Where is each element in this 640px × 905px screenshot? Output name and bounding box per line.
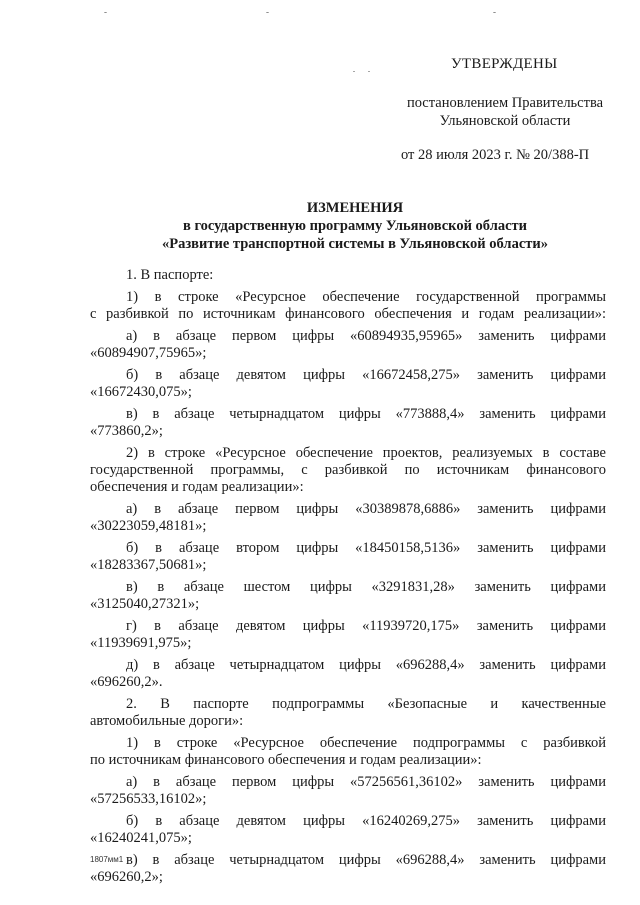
body-line: «30223059,48181»; (90, 518, 207, 534)
title-line-1: ИЗМЕНЕНИЯ (306, 200, 404, 216)
body-line: в) в абзаце четырнадцатом цифры «773888,4» заменить цифрами (126, 406, 606, 422)
body-line: «773860,2»; (90, 423, 163, 439)
body-line: 2) в строке «Ресурсное обеспечение проектов, реализуемых в составе (126, 445, 606, 461)
body-line: по источникам финансового обеспечения и годам реализации»: (90, 752, 482, 768)
decree-line-1: постановлением Правительства (406, 95, 604, 111)
body-line: автомобильные дороги»: (90, 713, 244, 729)
body-line: а) в абзаце первом цифры «30389878,6886» заменить цифрами (126, 501, 606, 517)
body-line: «696260,2»; (90, 869, 163, 885)
scan-speck (368, 71, 370, 72)
decree-line-2: Ульяновской области (439, 113, 571, 129)
approval-heading: УТВЕРЖДЕНЫ (451, 56, 558, 72)
body-line: в) в абзаце шестом цифры «3291831,28» заменить цифрами (126, 579, 606, 595)
body-line: в) в абзаце четырнадцатом цифры «696288,4» заменить цифрами (126, 852, 606, 868)
body-line: «60894907,75965»; (90, 345, 207, 361)
scan-speck (493, 12, 496, 13)
body-line: а) в абзаце первом цифры «57256561,36102» заменить цифрами (126, 774, 606, 790)
decree-reference (400, 94, 610, 130)
body-line: д) в абзаце четырнадцатом цифры «696288,4» заменить цифрами (126, 657, 606, 673)
body-line: б) в абзаце втором цифры «18450158,5136» заменить цифрами (126, 540, 606, 556)
body-line: 1) в строке «Ресурсное обеспечение подпрограммы с разбивкой (126, 735, 606, 751)
decree-date: от 28 июля 2023 г. № 20/388-П (401, 147, 590, 163)
scan-speck (266, 12, 269, 13)
title-line-2: в государственную программу Ульяновской области (182, 218, 527, 234)
title-line-3: «Развитие транспортной системы в Ульяновской области» (162, 236, 548, 252)
body-line: а) в абзаце первом цифры «60894935,95965» заменить цифрами (126, 328, 606, 344)
body-line: б) в абзаце девятом цифры «16240269,275» заменить цифрами (126, 813, 606, 829)
body-line: б) в абзаце девятом цифры «16672458,275» заменить цифрами (126, 367, 606, 383)
document-title (90, 199, 620, 253)
body-line: «57256533,16102»; (90, 791, 207, 807)
body-line: 1. В паспорте: (126, 267, 214, 283)
document-body (90, 267, 606, 886)
body-line: «11939691,975»; (90, 635, 192, 651)
scan-speck (353, 71, 355, 72)
body-line: обеспечения и годам реализации»: (90, 479, 304, 495)
body-line: «18283367,50681»; (90, 557, 207, 573)
footer-code: 1807мм1 (90, 855, 124, 864)
body-line: 1) в строке «Ресурсное обеспечение государственной программы (126, 289, 606, 305)
scan-speck (104, 12, 107, 13)
body-line: «3125040,27321»; (90, 596, 200, 612)
body-line: г) в абзаце девятом цифры «11939720,175» заменить цифрами (126, 618, 606, 634)
body-line: «16240241,075»; (90, 830, 192, 846)
body-line: «696260,2». (90, 674, 163, 690)
body-line: «16672430,075»; (90, 384, 192, 400)
body-line: государственной программы, с разбивкой по источникам финансового (90, 462, 606, 478)
body-line: 2. В паспорте подпрограммы «Безопасные и качественные (126, 696, 606, 712)
body-line: с разбивкой по источникам финансового обеспечения и годам реализации»: (90, 306, 606, 322)
